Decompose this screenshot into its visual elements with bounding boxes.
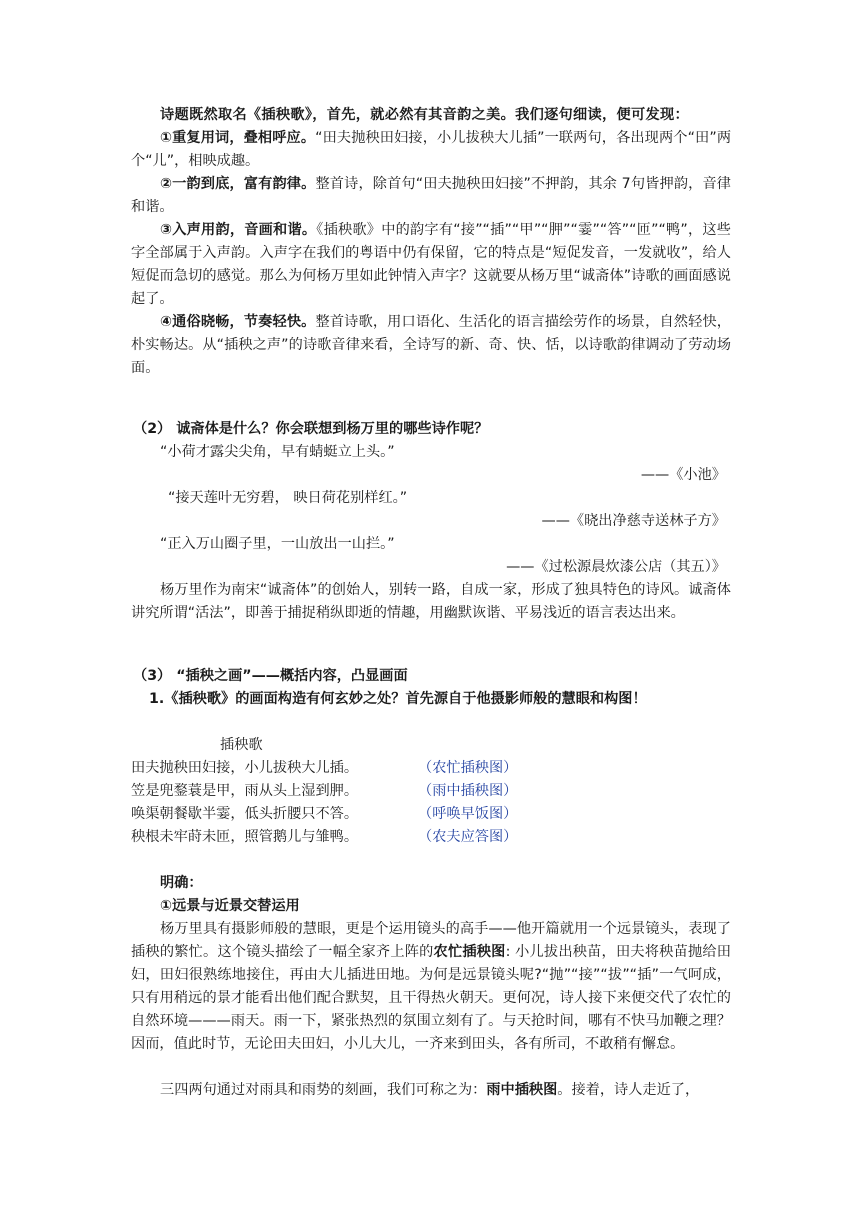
analysis-paragraph-1 (131, 918, 731, 1056)
analysis-1-bold: 农忙插秧图 (433, 944, 506, 960)
section-3-subheading: 1.《插秧歌》的画面构造有何玄妙之处？首先源自于他摄影师般的慧眼和构图！ (149, 691, 647, 707)
point-1 (131, 127, 731, 173)
section-2-number: （2） (133, 421, 172, 437)
section-2-title: 诚斋体是什么？你会联想到杨万里的哪些诗作呢？ (176, 421, 489, 437)
point-4 (131, 311, 731, 380)
point-1-text: “田夫抛秧田妇接，小儿拔秧大儿插”一联两句，各出现两个“田”两个“儿”，相映成趣。 (131, 130, 732, 169)
point-3 (131, 219, 731, 311)
poem-line-2: 笠是兜鍪蓑是甲，雨从头上湿到胛。 (131, 783, 359, 799)
analysis-1-part-b: : 小儿拔出秧苗，田夫将秧苗抛给田妇，田妇很熟练地接住，再由大儿插进田地。为何是远景镜头呢?“抛”“接”“拔”“插”一气呵成，只有用稍远的景才能看出他们配合默契，且干得热火朝天。更何况，诗人接下来便交代了农忙的自然环境———雨天。雨一下，紧张热烈的氛围立刻有了。与天抢时间，哪有不快马加鞭之理？因而，值此时节，无论田夫田妇，小儿大儿，一齐来到田头，各有所司，不敢稍有懈怠。 (131, 944, 731, 1052)
point-3-text: 《插秧歌》中的韵字有“接”“插”“甲”“胛”“霎”“答”“匝”“鸭”，这些字全部属于入声韵。入声字在我们的粤语中仍有保留，它的特点是“短促发音，一发就收”，给人短促而急切的感觉。那么为何杨万里如此钟情入声字？这就要从杨万里“诚斋体”诗歌的画面感说起了。 (131, 222, 731, 307)
analysis-2-bold: 雨中插秧图 (486, 1082, 558, 1098)
point-1-head: ①重复用词，叠相呼应。 (160, 130, 316, 146)
section-3-number: （3） (133, 668, 172, 684)
poem-title: 插秧歌 (220, 737, 263, 753)
point-2-text: 整首诗，除首句“田夫抛秧田妇接”不押韵，其余 7句皆押韵，音律和谐。 (131, 176, 731, 215)
intro-line: 诗题既然取名《插秧歌》，首先，就必然有其音韵之美。我们逐句细读，便可发现： (160, 107, 689, 123)
point-2-head: ②一韵到底，富有韵律。 (160, 176, 316, 192)
quote-2: “接天莲叶无穷碧， 映日荷花别样红。” (168, 490, 408, 506)
poem-note-2: （雨中插秧图） (418, 783, 518, 799)
quote-3: “正入万山圈子里，一山放出一山拦。” (160, 536, 395, 552)
point-distant-near: ①远景与近景交替运用 (160, 898, 300, 914)
quote-1-source: ——《小池》 (640, 467, 726, 483)
point-2 (131, 173, 731, 219)
chengzhai-paragraph: 杨万里作为南宋“诚斋体”的创始人，别转一路，自成一家，形成了独具特色的诗风。诚斋体讲究所谓“活法”，即善于捕捉稍纵即逝的情趣，用幽默诙谐、平易浅近的语言表达出来。 (131, 582, 731, 621)
poem-line-1: 田夫抛秧田妇接，小儿拔秧大儿插。 (131, 760, 359, 776)
poem-note-1: （农忙插秧图） (418, 760, 518, 776)
poem-line-3: 唤渠朝餐歇半霎，低头折腰只不答。 (131, 806, 359, 822)
poem-note-3: （呼唤早饭图） (418, 806, 518, 822)
quote-2-source: ——《晓出净慈寺送林子方》 (541, 513, 726, 529)
analysis-paragraph-2 (131, 1079, 731, 1102)
section-3-title: “插秧之画”——概括内容，凸显画面 (176, 668, 408, 684)
poem-line-4: 秧根未牢莳未匝，照管鹅儿与雏鸭。 (131, 829, 359, 845)
point-4-text: 整首诗歌，用口语化、生活化的语言描绘劳作的场景，自然轻快，朴实畅达。从“插秧之声”的诗歌音律来看，全诗写的新、奇、快、恬，以诗歌韵律调动了劳动场面。 (131, 314, 731, 376)
clarify-label: 明确： (160, 875, 203, 891)
point-4-head: ④通俗晓畅，节奏轻快。 (160, 314, 316, 330)
quote-1: “小荷才露尖尖角，早有蜻蜓立上头。” (160, 444, 395, 460)
section-2-heading (133, 418, 488, 440)
poem-note-4: （农夫应答图） (418, 829, 518, 845)
quote-3-source: ——《过松源晨炊漆公店（其五）》 (506, 559, 726, 575)
point-3-head: ③入声用韵，音画和谐。 (160, 222, 317, 238)
section-3-heading (133, 665, 408, 687)
analysis-2-part-b: 。接着，诗人走近了， (557, 1082, 700, 1098)
analysis-2-part-a: 三四两句通过对雨具和雨势的刻画，我们可称之为： (160, 1082, 487, 1098)
analysis-1-part-a: 杨万里具有摄影师般的慧眼，更是个运用镜头的高手——他开篇就用一个远景镜头，表现了插秧的繁忙。这个镜头描绘了一幅全家齐上阵的 (131, 921, 731, 960)
